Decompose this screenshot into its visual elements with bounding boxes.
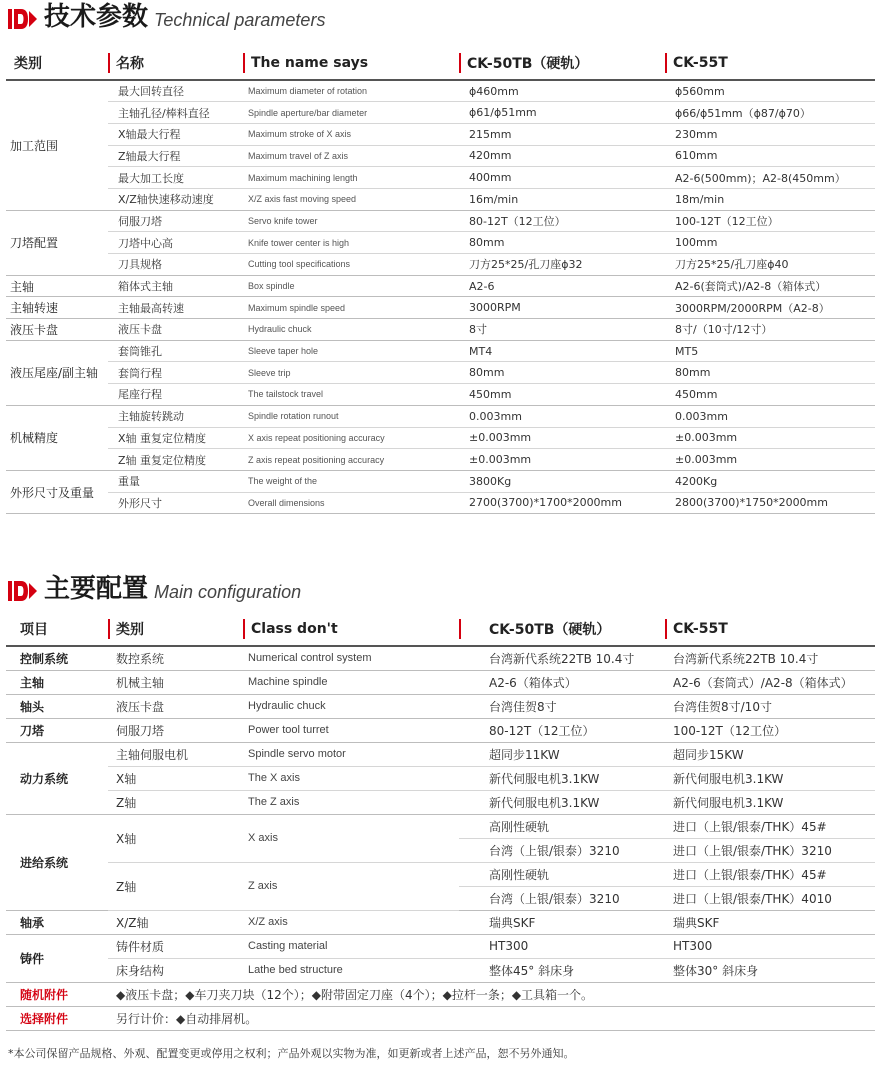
value-model-2: 进口（上银/银泰/THK）3210 <box>665 838 875 862</box>
table-row <box>6 470 875 492</box>
param-name-en: Sleeve taper hole <box>243 340 459 362</box>
value-model-2: ±0.003mm <box>665 449 875 471</box>
value-model-2: ±0.003mm <box>665 427 875 449</box>
table-row <box>6 646 875 670</box>
category-cell: 刀塔 <box>6 718 108 742</box>
category-cell: 轴承 <box>6 910 108 934</box>
param-name: X轴最大行程 <box>108 123 243 145</box>
table-row <box>6 80 875 102</box>
value-model-2: 18m/min <box>665 188 875 210</box>
tech-header-row <box>6 46 875 80</box>
category-cell: 动力系统 <box>6 742 108 814</box>
conf-title-en: Main configuration <box>154 582 302 602</box>
conf-section-title <box>8 576 301 602</box>
value-model-1: 400mm <box>459 167 665 189</box>
value-model-2: 台湾佳贺8寸/10寸 <box>665 694 875 718</box>
category-cell: 加工范围 <box>6 80 108 210</box>
value-model-2: 100mm <box>665 232 875 254</box>
param-name: 主轴旋转跳动 <box>108 405 243 427</box>
value-model-2: A2-6（套筒式）/A2-8（箱体式） <box>665 670 875 694</box>
disclaimer-footnote: *本公司保留产品规格、外观、配置变更或停用之权利；产品外观以实物为准，如更新或者上述产品，恕不另外通知。 <box>8 1047 575 1060</box>
value-model-1: 瑞典SKF <box>459 910 665 934</box>
table-row <box>6 384 875 406</box>
value-model-1: 台湾（上银/银泰）3210 <box>459 838 665 862</box>
tech-title-cn: 技术参数 <box>44 2 149 32</box>
table-row <box>6 319 875 341</box>
col-header-model-2: CK-55T <box>665 612 875 646</box>
value-model-2: 进口（上银/银泰/THK）4010 <box>665 886 875 910</box>
accessory-row-standard <box>6 982 875 1006</box>
value-model-1: ±0.003mm <box>459 427 665 449</box>
value-model-1: 3800Kg <box>459 470 665 492</box>
param-name: 伺服刀塔 <box>108 210 243 232</box>
param-name-en: Servo knife tower <box>243 210 459 232</box>
item-name-en: X/Z axis <box>243 910 459 934</box>
value-model-2: 230mm <box>665 123 875 145</box>
category-cell: 主轴 <box>6 275 108 297</box>
param-name: 套筒行程 <box>108 362 243 384</box>
value-model-2: 新代伺服电机3.1KW <box>665 790 875 814</box>
param-name: 外形尺寸 <box>108 492 243 514</box>
value-model-2: 3000RPM/2000RPM（A2-8） <box>665 297 875 319</box>
table-row <box>6 814 875 838</box>
param-name-en: Hydraulic chuck <box>243 319 459 341</box>
item-name-en: Hydraulic chuck <box>243 694 459 718</box>
item-name-en: Spindle servo motor <box>243 742 459 766</box>
value-model-2: ϕ66/ϕ51mm（ϕ87/ϕ70） <box>665 102 875 124</box>
optional-accessories-label: 选择附件 <box>6 1006 108 1030</box>
value-model-2: 整体30° 斜床身 <box>665 958 875 982</box>
value-model-2: 80mm <box>665 362 875 384</box>
param-name-en: Overall dimensions <box>243 492 459 514</box>
value-model-1: MT4 <box>459 340 665 362</box>
param-name: Z轴最大行程 <box>108 145 243 167</box>
value-model-1: 215mm <box>459 123 665 145</box>
value-model-2: 610mm <box>665 145 875 167</box>
standard-accessories-label: 随机附件 <box>6 982 108 1006</box>
brand-logo-icon <box>8 8 38 30</box>
value-model-1: HT300 <box>459 934 665 958</box>
standard-accessories-text: ◆液压卡盘；◆车刀夹刀块（12个）；◆附带固定刀座（4个）；◆拉杆一条；◆工具箱一个。 <box>108 982 875 1006</box>
table-row <box>6 340 875 362</box>
value-model-1: 0.003mm <box>459 405 665 427</box>
category-cell: 主轴 <box>6 670 108 694</box>
table-row <box>6 718 875 742</box>
value-model-2: MT5 <box>665 340 875 362</box>
col-header-model-1: CK-50TB（硬轨） <box>459 612 665 646</box>
item-name-en: Machine spindle <box>243 670 459 694</box>
category-cell: 机械精度 <box>6 405 108 470</box>
value-model-1: 超同步11KW <box>459 742 665 766</box>
param-name: 重量 <box>108 470 243 492</box>
param-name-en: The weight of the <box>243 470 459 492</box>
optional-accessories-text: 另行计价：◆自动排屑机。 <box>108 1006 875 1030</box>
table-row <box>6 670 875 694</box>
value-model-1: 高刚性硬轨 <box>459 814 665 838</box>
value-model-1: 2700(3700)*1700*2000mm <box>459 492 665 514</box>
item-name: Z轴 <box>108 790 243 814</box>
table-row <box>6 958 875 982</box>
item-name: 铸件材质 <box>108 934 243 958</box>
item-name-en: The Z axis <box>243 790 459 814</box>
tech-title-en: Technical parameters <box>154 10 326 30</box>
value-model-1: 台湾佳贺8寸 <box>459 694 665 718</box>
value-model-2: 450mm <box>665 384 875 406</box>
param-name-en: The tailstock travel <box>243 384 459 406</box>
value-model-1: 新代伺服电机3.1KW <box>459 790 665 814</box>
table-row <box>6 145 875 167</box>
value-model-1: 高刚性硬轨 <box>459 862 665 886</box>
value-model-2: 100-12T（12工位） <box>665 718 875 742</box>
value-model-1: 80mm <box>459 232 665 254</box>
tech-section-title <box>8 4 325 30</box>
table-row <box>6 862 875 886</box>
table-row <box>6 694 875 718</box>
table-row <box>6 405 875 427</box>
param-name: 主轴最高转速 <box>108 297 243 319</box>
value-model-1: 刀方25*25/孔刀座ϕ32 <box>459 254 665 276</box>
item-name-en: The X axis <box>243 766 459 790</box>
item-name: Z轴 <box>108 862 243 910</box>
value-model-2: 2800(3700)*1750*2000mm <box>665 492 875 514</box>
value-model-2: 100-12T（12工位） <box>665 210 875 232</box>
value-model-2: 超同步15KW <box>665 742 875 766</box>
category-cell: 轴头 <box>6 694 108 718</box>
value-model-1: A2-6 <box>459 275 665 297</box>
param-name: X轴 重复定位精度 <box>108 427 243 449</box>
table-row <box>6 167 875 189</box>
value-model-1: 420mm <box>459 145 665 167</box>
item-name-en: X axis <box>243 814 459 862</box>
param-name-en: Knife tower center is high <box>243 232 459 254</box>
category-cell: 刀塔配置 <box>6 210 108 275</box>
param-name: Z轴 重复定位精度 <box>108 449 243 471</box>
category-cell: 液压卡盘 <box>6 319 108 341</box>
table-row <box>6 910 875 934</box>
table-row <box>6 492 875 514</box>
value-model-1: 16m/min <box>459 188 665 210</box>
table-row <box>6 297 875 319</box>
value-model-1: ±0.003mm <box>459 449 665 471</box>
table-row <box>6 275 875 297</box>
brand-logo-icon <box>8 580 38 602</box>
value-model-1: 80-12T（12工位） <box>459 718 665 742</box>
item-name-en: Power tool turret <box>243 718 459 742</box>
col-header-model-2: CK-55T <box>665 46 875 80</box>
value-model-1: 450mm <box>459 384 665 406</box>
value-model-2: 4200Kg <box>665 470 875 492</box>
col-header-class-en: Class don't <box>243 612 459 646</box>
category-cell: 铸件 <box>6 934 108 982</box>
value-model-1: 80mm <box>459 362 665 384</box>
col-header-model-1: CK-50TB（硬轨） <box>459 46 665 80</box>
accessory-row-optional <box>6 1006 875 1030</box>
param-name: X/Z轴快速移动速度 <box>108 188 243 210</box>
param-name-en: Box spindle <box>243 275 459 297</box>
table-row <box>6 934 875 958</box>
param-name-en: Cutting tool specifications <box>243 254 459 276</box>
param-name-en: Maximum machining length <box>243 167 459 189</box>
table-row <box>6 449 875 471</box>
value-model-2: A2-6(500mm)；A2-8(450mm） <box>665 167 875 189</box>
item-name-en: Casting material <box>243 934 459 958</box>
table-row <box>6 102 875 124</box>
item-name-en: Z axis <box>243 862 459 910</box>
param-name-en: X/Z axis fast moving speed <box>243 188 459 210</box>
param-name: 刀具规格 <box>108 254 243 276</box>
conf-header-row <box>6 612 875 646</box>
category-cell: 外形尺寸及重量 <box>6 470 108 513</box>
item-name-en: Numerical control system <box>243 646 459 670</box>
param-name-en: Maximum spindle speed <box>243 297 459 319</box>
value-model-2: 瑞典SKF <box>665 910 875 934</box>
table-row <box>6 362 875 384</box>
param-name-en: Sleeve trip <box>243 362 459 384</box>
category-cell: 主轴转速 <box>6 297 108 319</box>
category-cell: 控制系统 <box>6 646 108 670</box>
tech-params-table <box>6 46 875 514</box>
param-name: 液压卡盘 <box>108 319 243 341</box>
value-model-1: 3000RPM <box>459 297 665 319</box>
main-config-table <box>6 612 875 1031</box>
param-name-en: Maximum travel of Z axis <box>243 145 459 167</box>
item-name: 液压卡盘 <box>108 694 243 718</box>
col-header-item: 项目 <box>6 612 108 646</box>
param-name: 套筒锥孔 <box>108 340 243 362</box>
param-name-en: Z axis repeat positioning accuracy <box>243 449 459 471</box>
value-model-2: 新代伺服电机3.1KW <box>665 766 875 790</box>
category-cell: 进给系统 <box>6 814 108 910</box>
value-model-1: 台湾（上银/银泰）3210 <box>459 886 665 910</box>
param-name: 最大加工长度 <box>108 167 243 189</box>
value-model-2: 0.003mm <box>665 405 875 427</box>
value-model-2: ϕ560mm <box>665 80 875 102</box>
conf-title-cn: 主要配置 <box>44 574 149 604</box>
item-name: X轴 <box>108 814 243 862</box>
table-row <box>6 427 875 449</box>
value-model-1: ϕ460mm <box>459 80 665 102</box>
table-row <box>6 254 875 276</box>
value-model-1: 80-12T（12工位） <box>459 210 665 232</box>
item-name: 数控系统 <box>108 646 243 670</box>
item-name: 机械主轴 <box>108 670 243 694</box>
category-cell: 液压尾座/副主轴 <box>6 340 108 405</box>
value-model-2: 8寸/（10寸/12寸） <box>665 319 875 341</box>
param-name: 箱体式主轴 <box>108 275 243 297</box>
col-header-name-en: The name says <box>243 46 459 80</box>
col-header-category: 类别 <box>6 46 108 80</box>
value-model-1: 台湾新代系统22TB 10.4寸 <box>459 646 665 670</box>
value-model-2: A2-6(套筒式)/A2-8（箱体式） <box>665 275 875 297</box>
item-name: X轴 <box>108 766 243 790</box>
col-header-name: 名称 <box>108 46 243 80</box>
item-name: X/Z轴 <box>108 910 243 934</box>
value-model-2: HT300 <box>665 934 875 958</box>
table-row <box>6 210 875 232</box>
table-row <box>6 188 875 210</box>
value-model-1: ϕ61/ϕ51mm <box>459 102 665 124</box>
table-row <box>6 742 875 766</box>
item-name: 床身结构 <box>108 958 243 982</box>
item-name: 主轴伺服电机 <box>108 742 243 766</box>
param-name-en: X axis repeat positioning accuracy <box>243 427 459 449</box>
value-model-2: 进口（上银/银泰/THK）45# <box>665 814 875 838</box>
param-name: 主轴孔径/棒料直径 <box>108 102 243 124</box>
value-model-2: 刀方25*25/孔刀座ϕ40 <box>665 254 875 276</box>
item-name: 伺服刀塔 <box>108 718 243 742</box>
value-model-1: A2-6（箱体式） <box>459 670 665 694</box>
value-model-1: 整体45° 斜床身 <box>459 958 665 982</box>
param-name: 最大回转直径 <box>108 80 243 102</box>
item-name-en: Lathe bed structure <box>243 958 459 982</box>
param-name-en: Spindle aperture/bar diameter <box>243 102 459 124</box>
table-row <box>6 232 875 254</box>
value-model-2: 进口（上银/银泰/THK）45# <box>665 862 875 886</box>
table-row <box>6 766 875 790</box>
col-header-class: 类别 <box>108 612 243 646</box>
value-model-2: 台湾新代系统22TB 10.4寸 <box>665 646 875 670</box>
table-row <box>6 790 875 814</box>
param-name-en: Maximum diameter of rotation <box>243 80 459 102</box>
param-name-en: Spindle rotation runout <box>243 405 459 427</box>
value-model-1: 新代伺服电机3.1KW <box>459 766 665 790</box>
table-row <box>6 123 875 145</box>
param-name: 尾座行程 <box>108 384 243 406</box>
value-model-1: 8寸 <box>459 319 665 341</box>
param-name-en: Maximum stroke of X axis <box>243 123 459 145</box>
param-name: 刀塔中心高 <box>108 232 243 254</box>
